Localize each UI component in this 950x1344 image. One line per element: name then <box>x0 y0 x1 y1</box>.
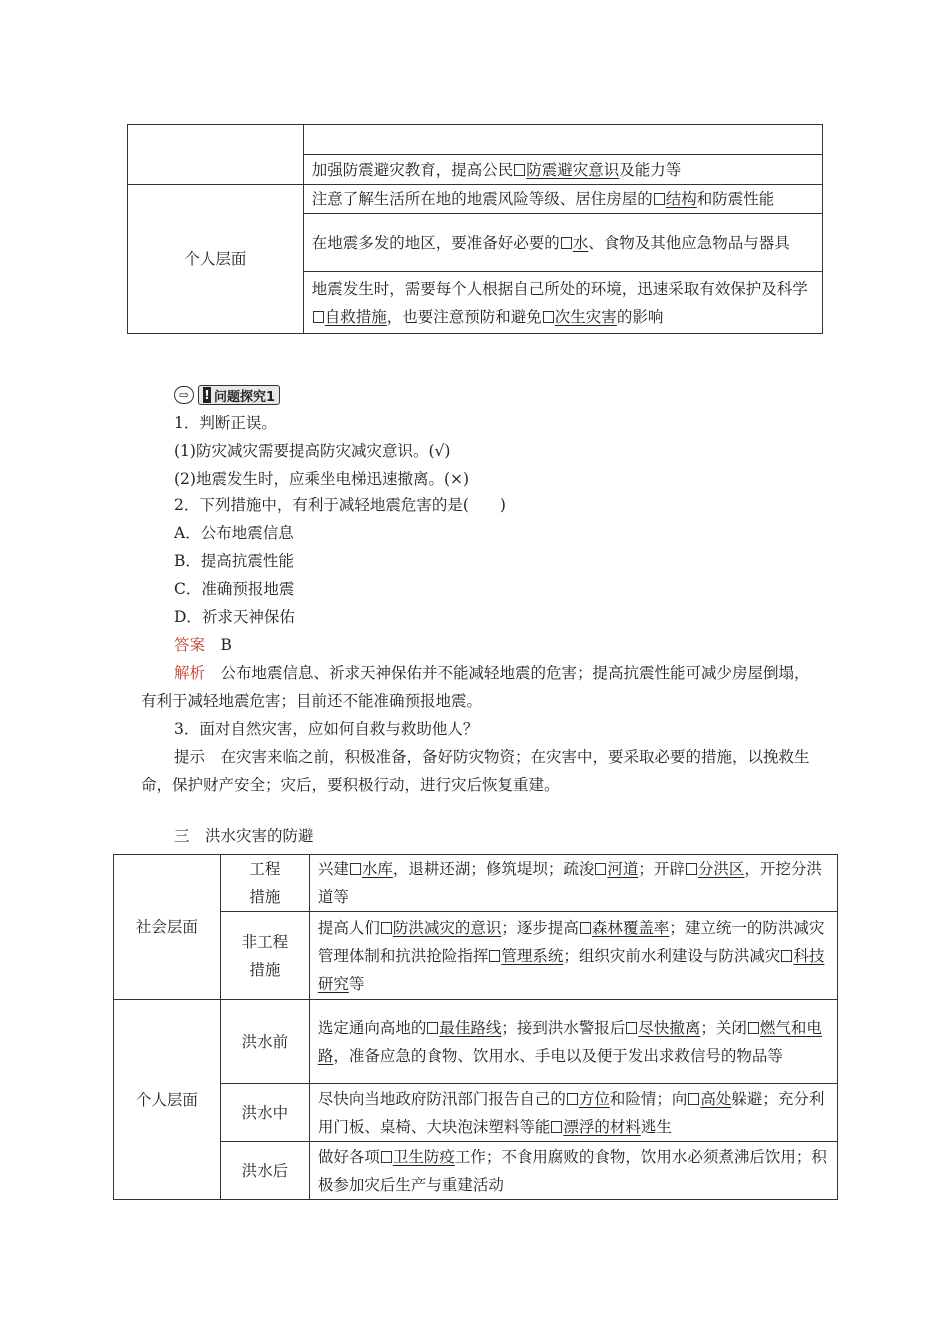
after-flood-text: 做好各项 卫生防疫工作；不食用腐败的食物，饮用水必须煮沸后饮用；积极参加灾后生产与重建活动 <box>309 1142 837 1200</box>
blank-box-icon <box>551 1121 562 1133</box>
before-flood-label: 洪水前 <box>220 1000 309 1084</box>
social-level-label: 社会层面 <box>114 855 221 1000</box>
earthquake-measures-table <box>127 124 823 334</box>
answer-label: 答案 <box>174 636 206 654</box>
hint <box>141 743 816 799</box>
blank-box-icon <box>313 311 324 323</box>
personal-level-label-2: 个人层面 <box>114 1000 221 1200</box>
option-b: B．提高抗震性能 <box>174 552 294 570</box>
analysis-text: 公布地震信息、祈求天神保佑并不能减轻地震的危害；提高抗震性能可减少房屋倒塌，有利于减轻地震危害；目前还不能准确预报地震。 <box>141 664 810 710</box>
blank-box-icon <box>381 1151 392 1163</box>
analysis-label: 解析 <box>174 664 206 682</box>
table1-row-selfrescue: 地震发生时，需要每个人根据自己所处的环境，迅速采取有效保护及科学自救措施，也要注意预防和避免 次生灾害的影响 <box>303 272 822 334</box>
blank-box-icon <box>688 1093 699 1105</box>
question-1a: (1)防灾减灾需要提高防灾减灾意识。(√) <box>174 442 451 460</box>
table1-row-structure: 注意了解生活所在地的地震风险等级、居住房屋的 结构和防震性能 <box>303 185 822 214</box>
during-flood-text: 尽快向当地政府防汛部门报告自己的 方位和险情；向 高处躲避；充分利用门板、桌椅、大块泡沫塑料等能 漂浮的材料逃生 <box>309 1084 837 1142</box>
blank-box-icon <box>686 863 697 875</box>
blank-box-icon <box>381 922 392 934</box>
question-1b: (2)地震发生时，应乘坐电梯迅速撤离。(×) <box>174 470 470 488</box>
section-heading-flood: 三 洪水灾害的防避 <box>174 827 314 845</box>
blank-box-icon <box>489 950 500 962</box>
blank-box-icon <box>748 1022 759 1034</box>
option-a: A．公布地震信息 <box>174 524 294 542</box>
exclamation-icon: ! <box>204 388 210 402</box>
question-1: 1．判断正误。 <box>174 414 277 432</box>
flood-measures-table <box>113 854 838 1200</box>
problem-explore-badge <box>174 385 280 405</box>
blank-box-icon <box>543 311 554 323</box>
blank-box-icon <box>580 922 591 934</box>
table1-empty-row <box>303 125 822 155</box>
analysis <box>141 659 816 715</box>
answer-value: B <box>220 636 232 654</box>
question-3: 3．面对自然灾害，应如何自救与救助他人？ <box>174 720 479 738</box>
blank-box-icon <box>427 1022 438 1034</box>
table1-empty-cell <box>128 125 304 185</box>
blank-box-icon <box>567 1093 578 1105</box>
after-flood-label: 洪水后 <box>220 1142 309 1200</box>
blank-box-icon <box>514 164 525 176</box>
blank-box-icon <box>654 193 665 205</box>
option-d: D．祈求天神保佑 <box>174 608 295 626</box>
table1-row-water: 在地震多发的地区，要准备好必要的 水、食物及其他应急物品与器具 <box>303 214 822 272</box>
option-c: C．准确预报地震 <box>174 580 295 598</box>
personal-level-label: 个人层面 <box>128 185 304 334</box>
question-2: 2．下列措施中，有利于减轻地震危害的是( ) <box>174 496 506 514</box>
hint-label: 提示 <box>174 748 206 766</box>
non-engineering-text: 提高人们 防洪减灾的意识；逐步提高 森林覆盖率；建立统一的防洪减灾管理体制和抗洪抢险指挥 管理系统；组织灾前水利建设与防洪减灾 科技研究等 <box>309 912 837 1000</box>
section-badge-label: ! 问题探究1 <box>198 385 280 405</box>
non-engineering-label: 非工程措施 <box>220 912 309 1000</box>
blank-box-icon <box>781 950 792 962</box>
table1-edu-cell: 加强防震避灾教育，提高公民 防震避灾意识及能力等 <box>303 155 822 185</box>
arrow-right-icon: ⇨ <box>174 386 194 404</box>
hint-text: 在灾害来临之前，积极准备，备好防灾物资；在灾害中，要采取必要的措施，以挽救生命，保护财产安全；灾后，要积极行动，进行灾后恢复重建。 <box>141 748 810 794</box>
blank-box-icon <box>350 863 361 875</box>
before-flood-text: 选定通向高地的 最佳路线；接到洪水警报后 尽快撤离；关闭 燃气和电路，准备应急的食物、饮用水、手电以及便于发出求救信号的物品等 <box>309 1000 837 1084</box>
engineering-label: 工程措施 <box>220 855 309 912</box>
blank-box-icon <box>595 863 606 875</box>
blank-box-icon <box>561 237 572 249</box>
blank-box-icon <box>626 1022 637 1034</box>
during-flood-label: 洪水中 <box>220 1084 309 1142</box>
answer <box>174 631 232 659</box>
engineering-text: 兴建 水库，退耕还湖；修筑堤坝；疏浚 河道；开辟 分洪区，开挖分洪道等 <box>309 855 837 912</box>
